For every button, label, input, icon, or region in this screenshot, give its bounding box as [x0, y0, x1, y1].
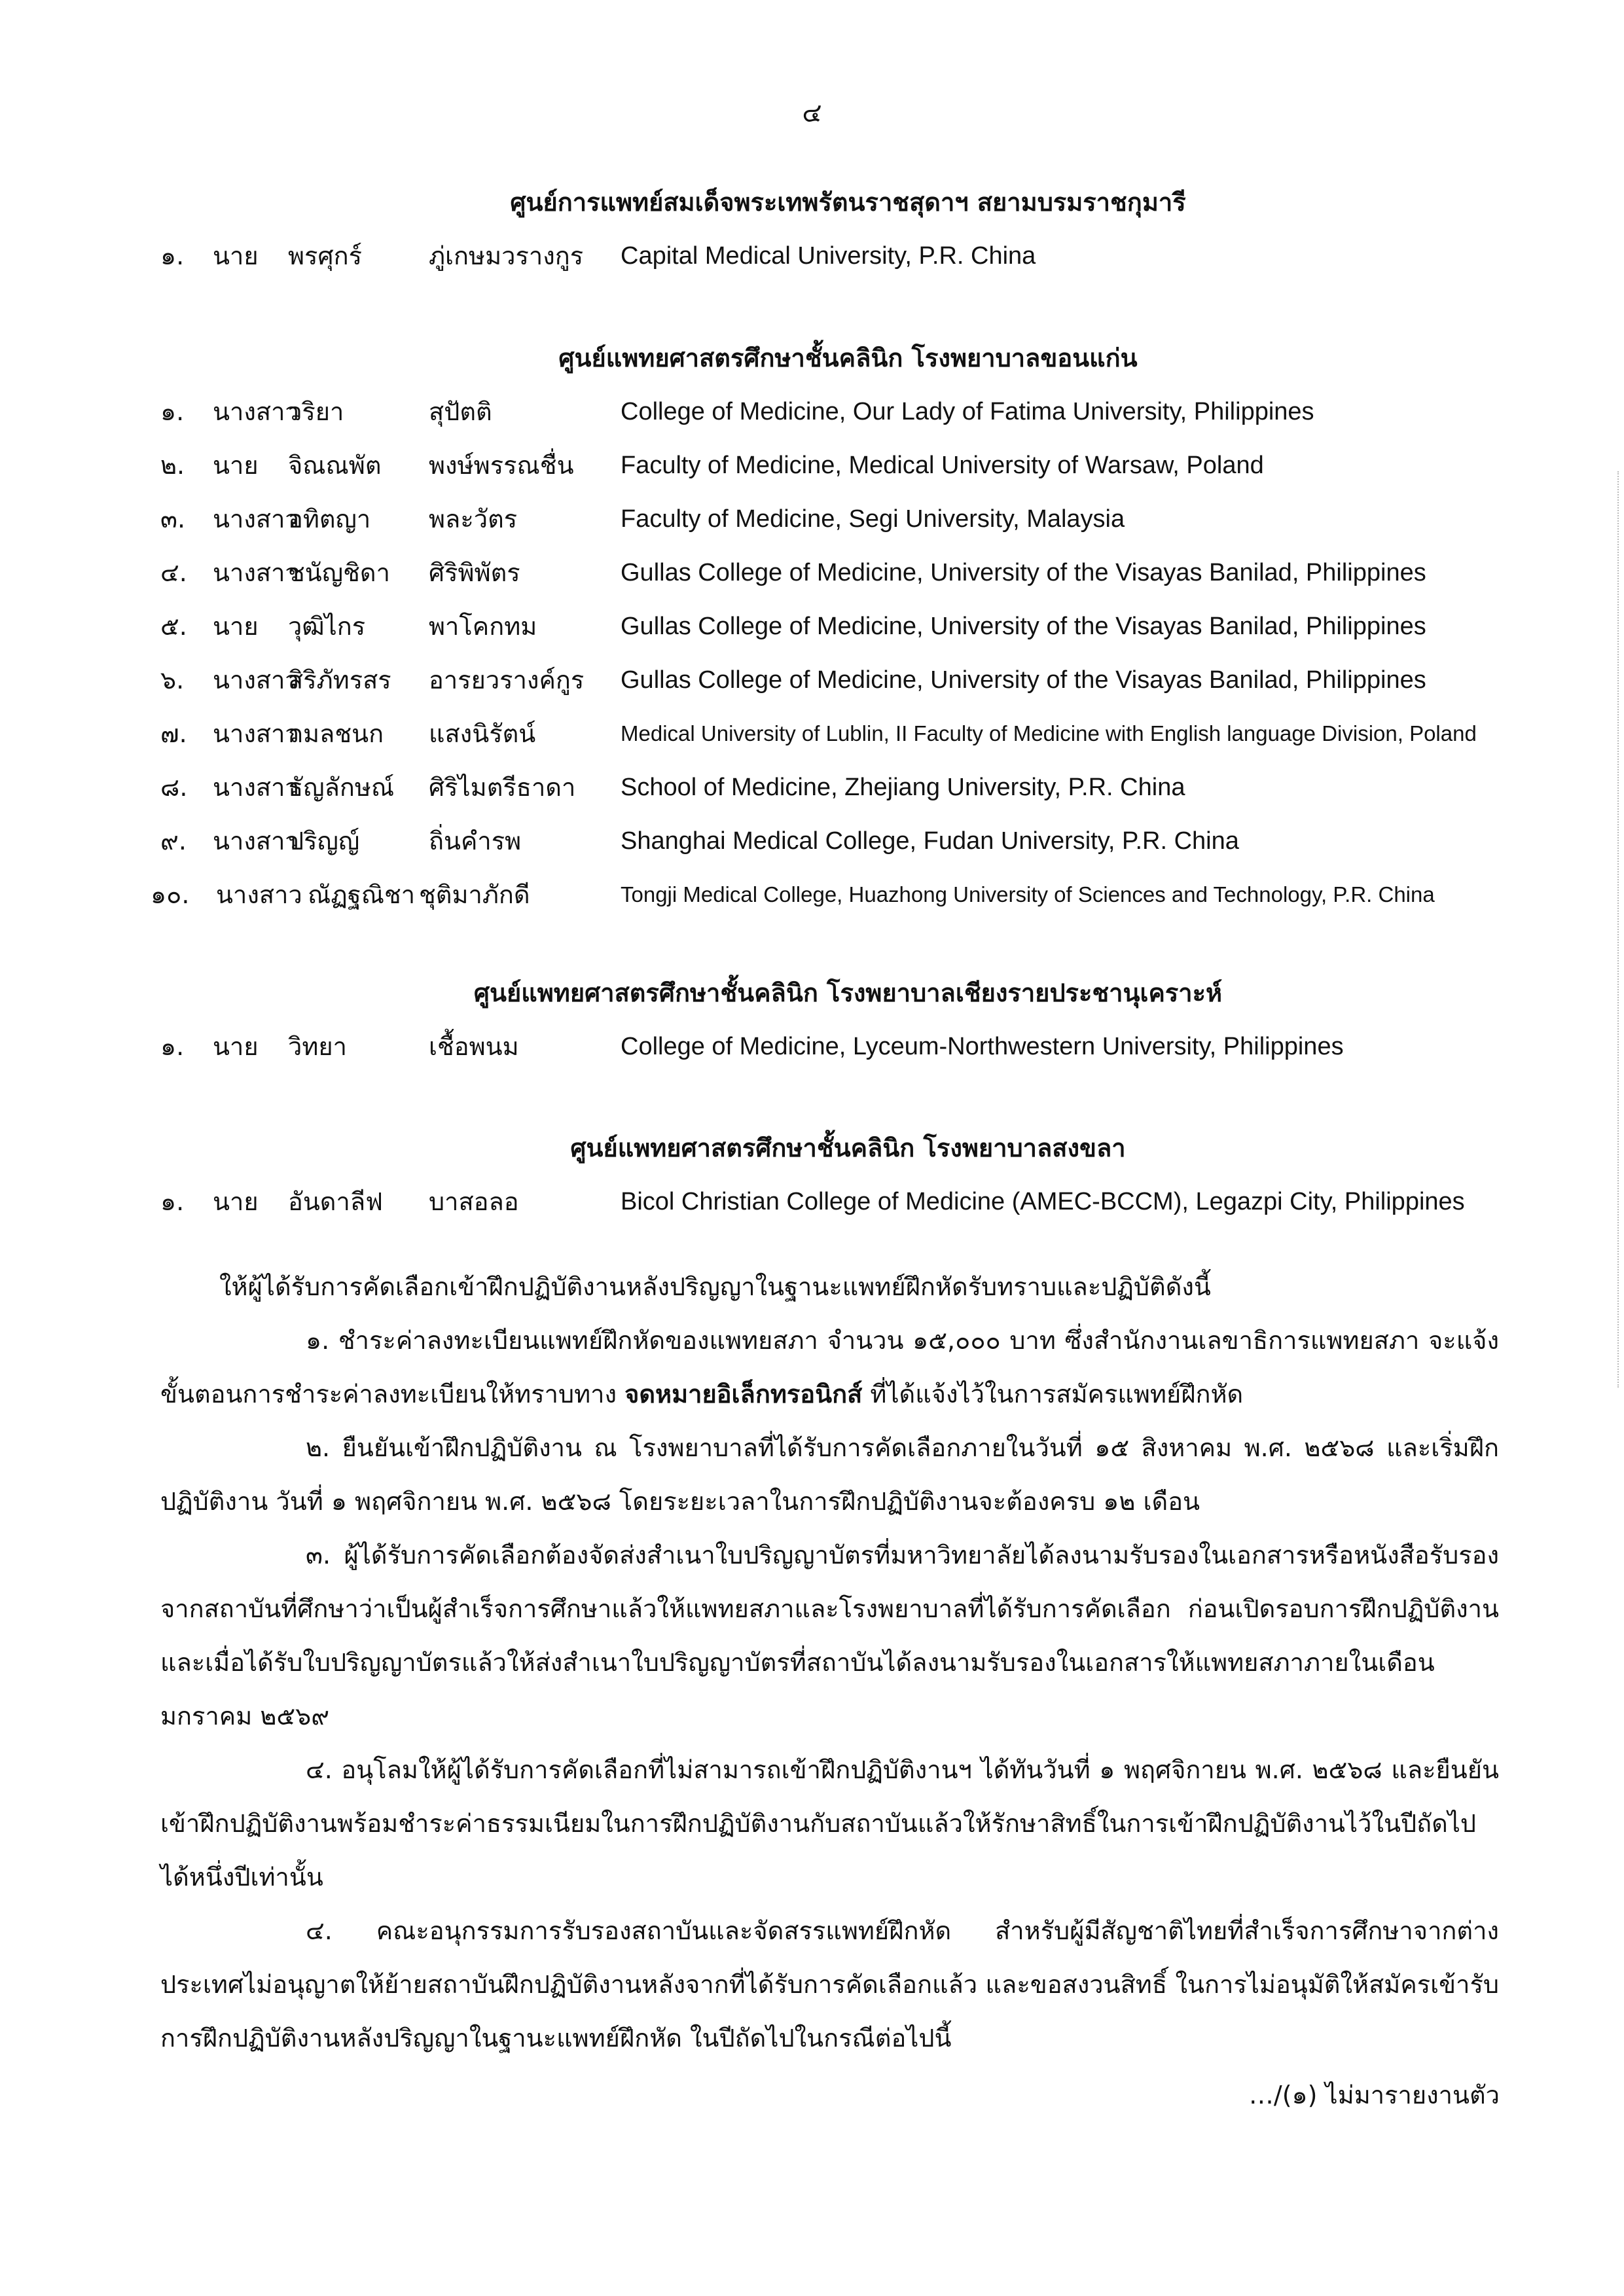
- institution: Gullas College of Medicine, University of the Visayas Banilad, Philippines: [621, 666, 1426, 694]
- institution: Tongji Medical College, Huazhong University of Sciences and Technology, P.R. China: [621, 882, 1435, 906]
- list-item: [0, 600, 1624, 653]
- first-name: จิณณพัต: [288, 451, 382, 480]
- first-name: ชนัญชิดา: [288, 558, 390, 587]
- institution: College of Medicine, Lyceum-Northwestern University, Philippines: [621, 1033, 1344, 1060]
- last-name: ถิ่นคำรพ: [429, 827, 522, 855]
- name-title: นางสาว: [213, 505, 299, 533]
- section-title: ศูนย์แพทยศาสตรศึกษาชั้นคลินิก โรงพยาบาลสงขลา: [570, 1134, 1126, 1162]
- center-section: [0, 1121, 1624, 1229]
- list-item: [0, 868, 1624, 922]
- instructions: [160, 1260, 1499, 2065]
- first-name: วริยา: [288, 397, 344, 426]
- institution: Faculty of Medicine, Medical University of Warsaw, Poland: [621, 452, 1264, 479]
- institution: Medical University of Lublin, II Faculty of Medicine with English language Division, Poland: [621, 721, 1477, 745]
- instruction-text: ที่ได้แจ้งไว้ในการสมัครแพทย์ฝึกหัด: [862, 1380, 1244, 1408]
- name-title: นาย: [213, 242, 259, 270]
- list-item: [0, 492, 1624, 546]
- first-name: พรศุกร์: [288, 242, 362, 270]
- name-title: นางสาว: [213, 558, 299, 587]
- first-name: ธัญลักษณ์: [288, 773, 395, 802]
- name-title: นางสาว: [213, 397, 299, 426]
- first-name: อทิตญา: [288, 505, 371, 533]
- continuation-note: …/(๑) ไม่มารายงานตัว: [1248, 2081, 1500, 2109]
- name-title: นาย: [213, 451, 259, 480]
- last-name: ชุติมาภักดี: [419, 880, 530, 909]
- institution: Capital Medical University, P.R. China: [621, 242, 1036, 270]
- item-number: ๕.: [160, 612, 187, 641]
- center-section: [0, 175, 1624, 283]
- list-item: [0, 707, 1624, 761]
- item-number: ๑.: [160, 397, 185, 426]
- center-section: [0, 331, 1624, 922]
- item-number: ๑.: [160, 1187, 185, 1216]
- list-item: [0, 1175, 1624, 1229]
- item-number: ๔.: [160, 558, 187, 587]
- last-name: อารยวรางค์กูร: [429, 666, 585, 694]
- item-number: ๑๐.: [151, 880, 190, 909]
- first-name: สิริภัทรสร: [288, 666, 391, 694]
- list-item: [0, 814, 1624, 868]
- item-number: ๖.: [160, 666, 185, 694]
- name-title: นาย: [213, 1187, 259, 1216]
- item-number: ๑.: [160, 1032, 185, 1061]
- last-name: พละวัตร: [429, 505, 518, 533]
- first-name: วุฒิไกร: [288, 612, 366, 641]
- institution: School of Medicine, Zhejiang University, P.R. China: [621, 774, 1185, 801]
- first-name: กมลชนก: [288, 719, 384, 748]
- instruction-item: ๓. ผู้ได้รับการคัดเลือกต้องจัดส่งสำเนาใบปริญญาบัตรที่มหาวิทยาลัยได้ลงนามรับรองในเอกสารหรือหนังสือรับรองจากสถาบันที่ศึกษาว่าเป็นผู้สำเร็จการศึกษาแล้วให้แพทยสภาและโรงพยาบาลที่ได้รับการคัดเลือก ก่อนเปิดรอบการฝึกปฏิบัติงานและเมื่อได้รับใบปริญญาบัตรแล้วให้ส่งสำเนาใบปริญญาบัตรที่สถาบันได้ลงนามรับรองในเอกสารให้แพทยสภาภายในเดือนมกราคม ๒๕๖๙: [160, 1541, 1499, 1731]
- section-title: ศูนย์แพทยศาสตรศึกษาชั้นคลินิก โรงพยาบาลเชียงรายประชานุเคราะห์: [473, 978, 1223, 1007]
- list-item: [0, 229, 1624, 283]
- first-name: ณัฏฐณิชา: [308, 880, 416, 909]
- list-item: [0, 1020, 1624, 1073]
- item-number: ๙.: [160, 827, 187, 855]
- item-number: ๓.: [160, 505, 186, 533]
- item-number: ๘.: [160, 773, 188, 802]
- instructions-intro: ให้ผู้ได้รับการคัดเลือกเข้าฝึกปฏิบัติงานหลังปริญญาในฐานะแพทย์ฝึกหัดรับทราบและปฏิบัติดังนี้: [219, 1272, 1211, 1301]
- last-name: พาโคกทม: [429, 612, 537, 641]
- institution: Gullas College of Medicine, University of the Visayas Banilad, Philippines: [621, 613, 1426, 640]
- last-name: เชื้อพนม: [429, 1032, 519, 1061]
- name-title: นาย: [213, 612, 259, 641]
- list-item: [0, 385, 1624, 439]
- name-title: นางสาว: [216, 880, 302, 909]
- list-item: [0, 546, 1624, 600]
- instruction-item: ๔. อนุโลมให้ผู้ได้รับการคัดเลือกที่ไม่สามารถเข้าฝึกปฏิบัติงานฯ ได้ทันวันที่ ๑ พฤศจิกายน พ.ศ. ๒๕๖๘ และยืนยันเข้าฝึกปฏิบัติงานพร้อมชำระค่าธรรมเนียมในการฝึกปฏิบัติงานกับสถาบันแล้วให้รักษาสิทธิ์ในการเข้าฝึกปฏิบัติงานไว้ในปีถัดไปได้หนึ่งปีเท่านั้น: [160, 1755, 1499, 1892]
- section-title: ศูนย์แพทยศาสตรศึกษาชั้นคลินิก โรงพยาบาลขอนแก่น: [558, 344, 1138, 372]
- instruction-text: ๑. ชำระค่าลงทะเบียนแพทย์ฝึกหัดของแพทยสภา จำนวน ๑๕,๐๐๐ บาท ซึ่งสำนักงานเลขาธิการแพทยสภา จะแจ้งขั้นตอนการชำระค่าลงทะเบียนให้ทราบทาง: [160, 1326, 1500, 1408]
- page-number: ๔: [802, 98, 822, 128]
- institution: Gullas College of Medicine, University of the Visayas Banilad, Philippines: [621, 559, 1426, 586]
- name-title: นางสาว: [213, 666, 299, 694]
- institution: Faculty of Medicine, Segi University, Malaysia: [621, 505, 1125, 533]
- last-name: ศิริพิพัตร: [429, 558, 520, 587]
- last-name: ศิริไมตรีธาดา: [429, 773, 576, 802]
- instruction-item: ๔. คณะอนุกรรมการรับรองสถาบันและจัดสรรแพทย์ฝึกหัด สำหรับผู้มีสัญชาติไทยที่สำเร็จการศึกษาจากต่างประเทศไม่อนุญาตให้ย้ายสถาบันฝึกปฏิบัติงานหลังจากที่ได้รับการคัดเลือกแล้ว และขอสงวนสิทธิ์ ในการไม่อนุมัติให้สมัครเข้ารับการฝึกปฏิบัติงานหลังปริญญาในฐานะแพทย์ฝึกหัด ในปีถัดไปในกรณีต่อไปนี้: [160, 1916, 1499, 2053]
- last-name: แสงนิรัตน์: [429, 719, 536, 748]
- last-name: บาสอลอ: [429, 1187, 519, 1216]
- item-number: ๗.: [160, 719, 187, 748]
- list-item: [0, 653, 1624, 707]
- last-name: สุปัตติ: [429, 397, 492, 426]
- section-title: ศูนย์การแพทย์สมเด็จพระเทพรัตนราชสุดาฯ สยามบรมราชกุมารี: [510, 188, 1186, 217]
- name-title: นางสาว: [213, 773, 299, 802]
- name-title: นางสาว: [213, 827, 299, 855]
- first-name: อันดาลีฟ: [288, 1187, 384, 1216]
- last-name: พงษ์พรรณชื่น: [429, 451, 574, 480]
- instruction-emphasis: จดหมายอิเล็กทรอนิกส์: [624, 1380, 863, 1408]
- first-name: วิทยา: [288, 1032, 347, 1061]
- list-item: [0, 439, 1624, 492]
- instruction-item: [160, 1314, 1499, 1421]
- first-name: ปริญญ์: [288, 827, 360, 855]
- item-number: ๒.: [160, 451, 185, 480]
- item-number: ๑.: [160, 242, 185, 270]
- name-title: นาย: [213, 1032, 259, 1061]
- institution: College of Medicine, Our Lady of Fatima University, Philippines: [621, 398, 1314, 425]
- institution: Bicol Christian College of Medicine (AMEC-BCCM), Legazpi City, Philippines: [621, 1188, 1465, 1215]
- list-item: [0, 761, 1624, 814]
- instruction-item: ๒. ยืนยันเข้าฝึกปฏิบัติงาน ณ โรงพยาบาลที่ได้รับการคัดเลือกภายในวันที่ ๑๕ สิงหาคม พ.ศ. ๒๕๖๘ และเริ่มฝึกปฏิบัติงาน วันที่ ๑ พฤศจิกายน พ.ศ. ๒๕๖๘ โดยระยะเวลาในการฝึกปฏิบัติงานจะต้องครบ ๑๒ เดือน: [160, 1433, 1499, 1516]
- last-name: ภู่เกษมวรางกูร: [429, 242, 584, 270]
- name-title: นางสาว: [213, 719, 299, 748]
- center-section: [0, 966, 1624, 1073]
- institution: Shanghai Medical College, Fudan University, P.R. China: [621, 827, 1239, 855]
